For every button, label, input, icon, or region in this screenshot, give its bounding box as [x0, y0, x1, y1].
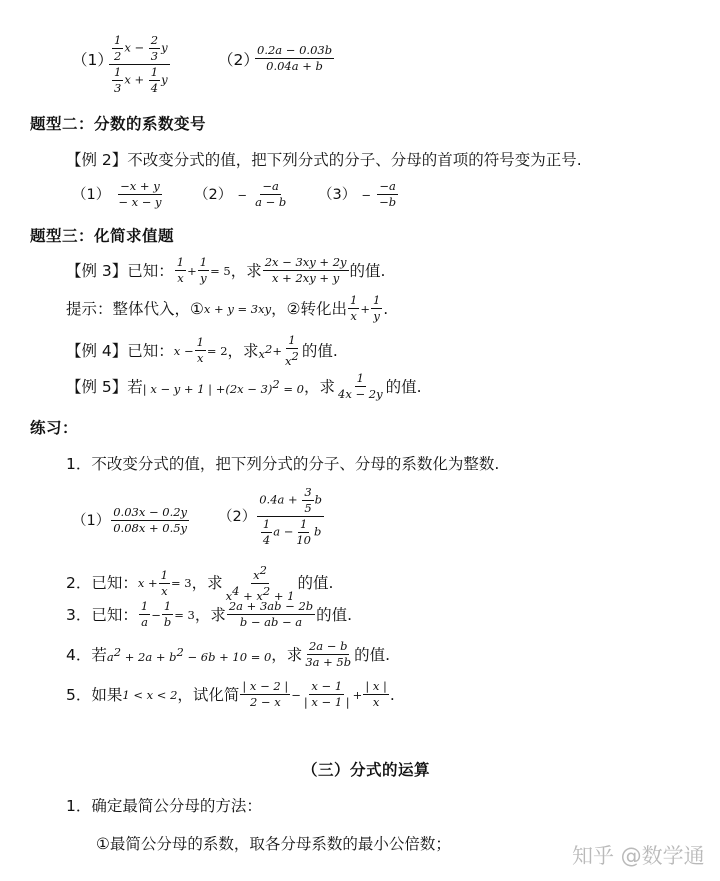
part-2-label: （2）	[218, 51, 259, 69]
example-5: 【例 5】若 | x − y + 1 | $+(2x - 3)^2 = 0$ ，求 $\frac{1}{4x - 2y}$ 的值.	[66, 371, 422, 401]
practice-q1-part-1: （1） $\frac{0.03x - 0.2y}{0.08x + 0.5y}$	[72, 505, 188, 535]
heading-type-2: 题型二：分数的系数变号	[30, 115, 207, 133]
practice-q5: 5．如果 1 < x < 2 ，试化简 $\frac{| x - 2 |}{2 - x}$ − $\frac{x - 1}{| x - 1 |}$ + $\frac{| x |}{x}$ .	[66, 679, 395, 709]
complex-fraction-p1: $\frac{1}{2}$ x − $\frac{2}{3}$ y $\frac{1}{3}$ x + $\frac{1}{4}$ y	[108, 34, 171, 95]
practice-q1-part-2: （2） 0.4a + $\frac{3}{5}$ b $\frac{1}{4}$ a − $\frac{1}{10}$ b	[218, 485, 323, 547]
example-3: 【例 3】已知： $\frac{1}{x}$ + $\frac{1}{y}$ = 5 ，求 $\frac{2x - 3xy + 2y}{x + 2xy + y}$ 的值.	[66, 255, 386, 285]
heading-type-3: 题型三：化简求值题	[30, 227, 175, 245]
part-1-label: （1）	[72, 51, 113, 69]
example-2-part-2: （2） − $\frac{-a}{a - b}$	[194, 179, 287, 209]
section-3-item-1-sub: ①最简公分母的系数，取各分母系数的最小公倍数；	[96, 835, 451, 853]
hint: 提示：整体代入，① x + y = 3xy ，②转化出 $\frac{1}{x}$ + $\frac{1}{y}$ .	[66, 293, 389, 323]
example-2-text: 【例 2】不改变分式的值，把下列分式的分子、分母的首项的符号变为正号.	[66, 151, 582, 169]
practice-q4: 4．若 $a^2 + 2a + b^2 - 6b + 10 = 0$ ，求 $\frac{2a - b}{3a + 5b}$ 的值.	[66, 639, 391, 669]
practice-q2: 2．已知： x + $\frac{1}{x}$ = 3 ，求 $\frac{x^2}{x^4 + x^2 + 1}$ 的值.	[66, 563, 334, 603]
heading-practice: 练习：	[30, 419, 79, 437]
example-2-part-1: （1） $\frac{-x + y}{- x - y}$	[72, 179, 162, 209]
section-3-item-1: 1．确定最简公分母的方法：	[66, 797, 262, 815]
practice-q3: 3．已知： $\frac{1}{a}$ − $\frac{1}{b}$ = 3 ，求 $\frac{2a + 3ab - 2b}{b - ab - a}$ 的值.	[66, 599, 353, 629]
fraction-p2: $\frac{0.2a - 0.03b}{0.04a + b}$	[257, 43, 333, 73]
practice-q1-text: 1．不改变分式的值，把下列分式的分子、分母的系数化为整数.	[66, 455, 500, 473]
watermark: 知乎 @数学通	[572, 844, 705, 868]
example-2-part-3: （3） − $\frac{-a}{-b}$	[318, 179, 397, 209]
section-3-heading: （三）分式的运算	[302, 761, 431, 779]
example-4: 【例 4】已知： x − $\frac{1}{x}$ = 2 ，求 $x^2$ + $\frac{1}{x^2}$ 的值.	[66, 333, 338, 368]
